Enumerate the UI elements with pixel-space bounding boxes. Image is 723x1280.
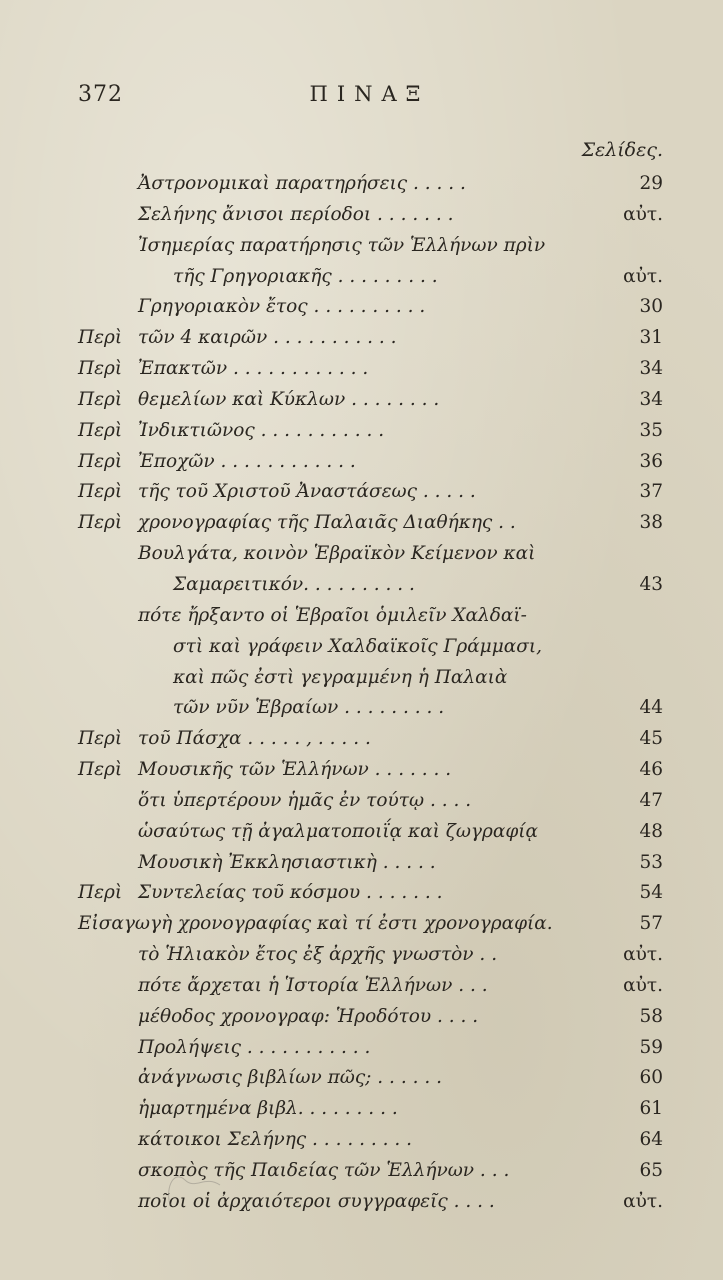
- entry-title: Ἐποχῶν . . . . . . . . . . . .: [138, 450, 356, 472]
- entry-prefix: Περὶ: [78, 728, 123, 750]
- index-entry: [78, 878, 663, 909]
- entry-title: κάτοικοι Σελήνης . . . . . . . . .: [138, 1129, 413, 1151]
- entry-title: θεμελίων καὶ Κύκλων . . . . . . . .: [138, 388, 440, 410]
- index-entry: [78, 477, 663, 508]
- entry-prefix: Περὶ: [78, 419, 123, 441]
- entry-page-number: 60: [639, 1067, 663, 1089]
- entry-prefix: Περὶ: [78, 512, 123, 534]
- index-entry: [78, 1063, 663, 1094]
- index-entry: [78, 508, 663, 539]
- entry-page-number: 44: [639, 697, 663, 719]
- page-header: [78, 82, 661, 112]
- entry-page-number: 34: [639, 388, 663, 410]
- entry-page-number: 29: [639, 173, 663, 194]
- entry-title: ποῖοι οἱ ἀρχαιότεροι συγγραφεῖς . . . .: [138, 1190, 495, 1212]
- page-title: ΠΙΝΑΞ: [309, 82, 430, 106]
- entry-page-number: 48: [639, 820, 663, 842]
- index-entry: [78, 200, 663, 231]
- entry-page-number: 58: [639, 1005, 663, 1027]
- entry-prefix: Περὶ: [78, 450, 123, 472]
- entry-page-number: αὐτ.: [623, 974, 663, 996]
- entry-title: πότε ἤρξαντο οἱ Ἑβραῖοι ὁμιλεῖν Χαλδαϊ-: [138, 604, 527, 626]
- entry-page-number: αὐτ.: [623, 944, 663, 966]
- entry-title: Εἰσαγωγὴ χρονογραφίας καὶ τί ἐστι χρονογραφία.: [78, 913, 553, 935]
- entry-page-number: 43: [639, 573, 663, 595]
- entry-title: Ἐπακτῶν . . . . . . . . . . . .: [138, 358, 369, 380]
- index-entry: [78, 1002, 663, 1033]
- index-entry: [78, 663, 663, 694]
- index-entry: [78, 323, 663, 354]
- entry-page-number: 46: [639, 759, 663, 781]
- entry-page-number: 35: [639, 419, 663, 441]
- column-label-pages: Σελίδες.: [581, 139, 663, 161]
- entry-prefix: Περὶ: [78, 388, 123, 410]
- index-entry: [78, 416, 663, 447]
- entry-title: Μουσικὴ Ἐκκλησιαστικὴ . . . . .: [138, 851, 436, 873]
- entry-page-number: 65: [639, 1160, 663, 1181]
- index-entries: [78, 169, 663, 1218]
- entry-title: Προλήψεις . . . . . . . . . . .: [138, 1036, 371, 1058]
- entry-page-number: αὐτ.: [623, 265, 663, 287]
- index-entry: [78, 940, 663, 971]
- entry-title: Βουλγάτα, κοινὸν Ἑβραϊκὸν Κείμενον καὶ: [138, 543, 536, 565]
- entry-title: σκοπὸς τῆς Παιδείας τῶν Ἑλλήνων . . .: [138, 1160, 510, 1181]
- entry-title: τῶν νῦν Ἑβραίων . . . . . . . . .: [173, 697, 445, 719]
- index-entry: [78, 1033, 663, 1064]
- page-number: 372: [78, 82, 123, 107]
- entry-title: Ἀστρονομικαὶ παρατηρήσεις . . . . .: [138, 173, 466, 194]
- entry-title: ὡσαύτως τῇ ἀγαλματοποιΐᾳ καὶ ζωγραφίᾳ: [138, 820, 539, 842]
- index-entry: [78, 385, 663, 416]
- entry-title: τῆς Γρηγοριακῆς . . . . . . . . .: [173, 265, 438, 287]
- index-entry: [78, 539, 663, 570]
- entry-title: χρονογραφίας τῆς Παλαιᾶς Διαθήκης . .: [138, 512, 516, 534]
- entry-title: Ἰσημερίας παρατήρησις τῶν Ἑλλήνων πρὶν: [138, 234, 546, 256]
- index-entry: [78, 817, 663, 848]
- entry-page-number: 45: [639, 728, 663, 750]
- entry-title: ὅτι ὑπερτέρουν ἡμᾶς ἐν τούτῳ . . . .: [138, 789, 472, 811]
- entry-page-number: 37: [639, 481, 663, 503]
- entry-title: Σελήνης ἄνισοι περίοδοι . . . . . . .: [138, 203, 454, 225]
- index-entry: [78, 262, 663, 293]
- entry-page-number: 53: [639, 851, 663, 873]
- index-entry: [78, 169, 663, 200]
- index-entry: [78, 354, 663, 385]
- entry-title: Μουσικῆς τῶν Ἑλλήνων . . . . . . .: [138, 759, 452, 781]
- index-entry: [78, 848, 663, 879]
- entry-title: πότε ἄρχεται ἡ Ἱστορία Ἑλλήνων . . .: [138, 974, 488, 996]
- index-entry: [78, 724, 663, 755]
- entry-prefix: Περὶ: [78, 327, 123, 349]
- index-entry: [78, 971, 663, 1002]
- index-entry: [78, 292, 663, 323]
- index-entry: [78, 755, 663, 786]
- index-entry: [78, 693, 663, 724]
- entry-title: τοῦ Πάσχα . . . . . , . . . . .: [138, 728, 371, 750]
- entry-prefix: Περὶ: [78, 481, 123, 503]
- index-entry: [78, 786, 663, 817]
- entry-title: μέθοδος χρονογραφ: Ἡροδότου . . . .: [138, 1005, 479, 1027]
- entry-title: τῶν 4 καιρῶν . . . . . . . . . . .: [138, 327, 397, 349]
- entry-title: τῆς τοῦ Χριστοῦ Ἀναστάσεως . . . . .: [138, 481, 476, 503]
- entry-page-number: 64: [639, 1129, 663, 1151]
- entry-title: Συντελείας τοῦ κόσμου . . . . . . .: [138, 882, 443, 904]
- entry-title: ἡμαρτημένα βιβλ. . . . . . . . .: [138, 1098, 398, 1120]
- entry-page-number: αὐτ.: [623, 203, 663, 225]
- entry-page-number: 54: [639, 882, 663, 904]
- entry-title: Σαμαρειτικόν. . . . . . . . . .: [173, 573, 415, 595]
- entry-title: καὶ πῶς ἐστὶ γεγραμμένη ἡ Παλαιὰ: [173, 666, 508, 688]
- entry-title: Γρηγοριακὸν ἔτος . . . . . . . . . .: [138, 296, 426, 318]
- entry-page-number: 61: [639, 1098, 663, 1120]
- entry-title: στὶ καὶ γράφειν Χαλδαϊκοῖς Γράμμασι,: [173, 635, 542, 657]
- index-entry: [78, 1094, 663, 1125]
- index-entry: [78, 1125, 663, 1156]
- index-entry: [78, 231, 663, 262]
- entry-prefix: Περὶ: [78, 358, 123, 380]
- entry-page-number: 34: [639, 358, 663, 380]
- entry-page-number: αὐτ.: [623, 1190, 663, 1212]
- entry-title: τὸ Ἡλιακὸν ἔτος ἐξ ἀρχῆς γνωστὸν . .: [138, 944, 498, 966]
- entry-title: Ἰνδικτιῶνος . . . . . . . . . . .: [138, 419, 385, 441]
- entry-page-number: 31: [639, 327, 663, 349]
- entry-prefix: Περὶ: [78, 759, 123, 781]
- entry-page-number: 36: [639, 450, 663, 472]
- pencil-mark: [150, 1165, 230, 1215]
- entry-page-number: 47: [639, 789, 663, 811]
- index-entry: [78, 570, 663, 601]
- index-entry: [78, 632, 663, 663]
- index-entry: [78, 447, 663, 478]
- index-entry: [78, 601, 663, 632]
- entry-prefix: Περὶ: [78, 882, 123, 904]
- entry-page-number: 57: [639, 913, 663, 935]
- entry-page-number: 38: [639, 512, 663, 534]
- entry-page-number: 30: [639, 296, 663, 318]
- entry-title: ἀνάγνωσις βιβλίων πῶς; . . . . . .: [138, 1067, 442, 1089]
- index-entry: [78, 909, 663, 940]
- entry-page-number: 59: [639, 1036, 663, 1058]
